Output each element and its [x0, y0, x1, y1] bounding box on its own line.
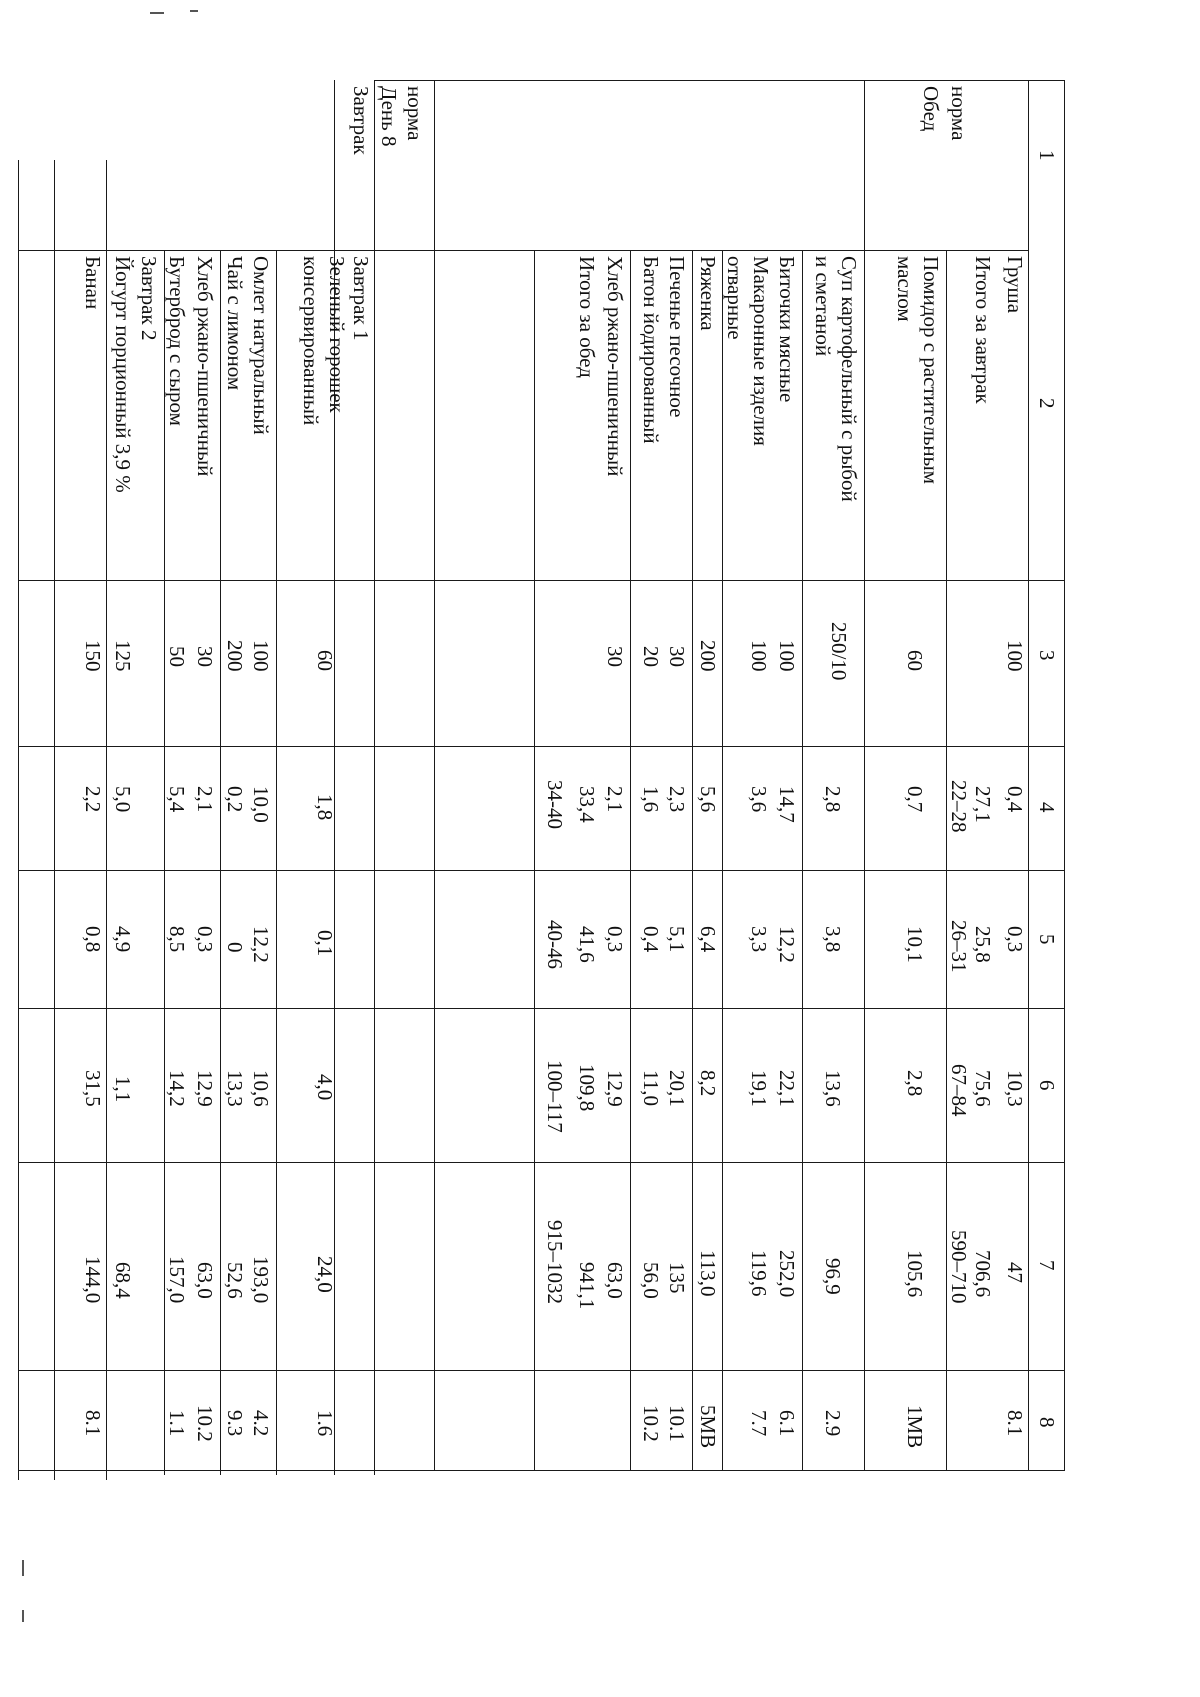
dish-name: Чай с лимоном [223, 256, 247, 391]
dish-name: Суп картофельный с рыбой [837, 256, 861, 502]
norm-kcal: 590–710 [947, 1230, 971, 1304]
dish-protein: 3,6 [747, 786, 771, 813]
dish-name: Зеленый горошек [325, 256, 349, 413]
dish-name: Хлеб ржано-пшеничный [603, 256, 627, 477]
dish-name: Биточки мясные [775, 256, 799, 403]
dish-kcal: 105,6 [903, 1250, 927, 1298]
row-sep [220, 250, 221, 1475]
dish-recipe: 9.3 [223, 1410, 247, 1437]
dish-kcal: 52,6 [223, 1262, 247, 1299]
dish-protein: 0,7 [903, 786, 927, 813]
dish-kcal: 24,0 [313, 1256, 337, 1293]
dish-carbs: 20,1 [665, 1070, 689, 1107]
dish-carbs: 11,0 [639, 1070, 663, 1106]
dish-fat: 6,4 [696, 926, 720, 953]
norm-fat: 26–31 [947, 920, 971, 973]
header-col-1: 1 [1035, 150, 1059, 161]
dish-name-cont: консервированный [299, 256, 323, 426]
rotated-nutrition-table [5, 80, 1065, 1680]
dish-fat: 0 [223, 942, 247, 953]
header-col-8: 8 [1035, 1417, 1059, 1428]
total-protein: 27,1 [971, 786, 995, 823]
total-protein: 33,4 [575, 786, 599, 823]
dish-name: Хлеб ржано-пшеничный [193, 256, 217, 477]
dish-recipe: 1.1 [165, 1410, 189, 1437]
dish-kcal: 144,0 [81, 1256, 105, 1304]
dish-carbs: 19,1 [747, 1070, 771, 1107]
subsection-label: Завтрак 2 [137, 256, 161, 341]
dish-weight: 125 [111, 640, 135, 672]
dish-name: Йогурт порционный 3,9 % [111, 256, 135, 493]
dish-weight: 20 [639, 646, 663, 667]
total-kcal: 941,1 [575, 1262, 599, 1310]
total-kcal: 706,6 [971, 1250, 995, 1298]
dish-kcal: 47 [1003, 1262, 1027, 1283]
dish-fat: 8,5 [165, 926, 189, 953]
dish-kcal: 252,0 [775, 1250, 799, 1298]
dish-weight: 30 [603, 646, 627, 667]
header-col-2: 2 [1035, 398, 1059, 409]
row-sep [434, 80, 435, 1470]
dish-protein: 5,4 [165, 786, 189, 813]
dish-fat: 10,1 [903, 926, 927, 963]
dish-carbs: 13,6 [821, 1070, 845, 1107]
row-sep [54, 160, 55, 1480]
dish-name: Ряженка [696, 256, 720, 331]
dish-recipe: 2.9 [821, 1410, 845, 1437]
scan-speck [150, 12, 164, 14]
col-line-fat [19, 1008, 1065, 1009]
total-carbs: 75,6 [971, 1070, 995, 1107]
dish-weight: 200 [696, 640, 720, 672]
row-sep [692, 250, 693, 1470]
dish-recipe: 10.2 [193, 1405, 217, 1442]
dish-kcal: 96,9 [821, 1258, 845, 1295]
header-col-6: 6 [1035, 1080, 1059, 1091]
dish-weight: 100 [747, 640, 771, 672]
dish-kcal: 157,0 [165, 1256, 189, 1304]
dish-carbs: 10,6 [249, 1070, 273, 1107]
dish-weight: 100 [1003, 640, 1027, 672]
col-line-dish [19, 580, 1065, 581]
header-col-4: 4 [1035, 802, 1059, 813]
dish-fat: 0,3 [193, 926, 217, 953]
col-line-kcal [19, 1370, 1065, 1371]
dish-recipe: 5МВ [696, 1405, 720, 1449]
row-sep [864, 80, 865, 1470]
row-sep [276, 250, 277, 1475]
dish-recipe: 6.1 [775, 1410, 799, 1437]
dish-protein: 1,8 [313, 794, 337, 821]
dish-kcal: 68,4 [111, 1262, 135, 1299]
dish-protein: 10,0 [249, 786, 273, 823]
dish-name: Бутерброд с сыром [165, 256, 189, 426]
norm-kcal: 915–1032 [543, 1220, 567, 1304]
day-label: День 8 [377, 86, 401, 147]
dish-fat: 0,3 [603, 926, 627, 953]
meal-label-breakfast: Завтрак [349, 86, 373, 155]
dish-weight: 30 [665, 646, 689, 667]
dish-name-cont: маслом [893, 256, 917, 322]
dish-recipe: 8.1 [1003, 1410, 1027, 1437]
dish-weight: 200 [223, 640, 247, 672]
dish-kcal: 63,0 [193, 1262, 217, 1299]
dish-fat: 0,1 [313, 930, 337, 957]
dish-protein: 2,1 [193, 786, 217, 813]
dish-weight: 100 [249, 640, 273, 672]
dish-name-cont: и сметаной [811, 256, 835, 357]
dish-weight: 250/10 [827, 622, 851, 681]
col-line-meal [19, 250, 1029, 251]
col-line-left [375, 80, 1065, 81]
dish-weight: 150 [81, 640, 105, 672]
dish-protein: 2,8 [821, 786, 845, 813]
row-sep [106, 160, 107, 1480]
dish-protein: 2,3 [665, 786, 689, 813]
col-line-weight [19, 746, 1065, 747]
total-fat: 25,8 [971, 926, 995, 963]
dish-recipe: 7.7 [747, 1410, 771, 1437]
header-bottom-border [1028, 80, 1029, 1470]
row-sep [534, 250, 535, 1470]
dish-name: Груша [1003, 256, 1027, 314]
dish-fat: 5,1 [665, 926, 689, 953]
header-col-7: 7 [1035, 1260, 1059, 1271]
row-sep [374, 80, 375, 1475]
total-label: Итого за завтрак [971, 256, 995, 404]
meal-label-lunch: Обед [919, 86, 943, 132]
dish-carbs: 13,3 [223, 1070, 247, 1107]
dish-carbs: 12,9 [193, 1070, 217, 1107]
col-line-protein [19, 870, 1065, 871]
dish-kcal: 119,6 [747, 1250, 771, 1297]
dish-recipe: 8.1 [81, 1410, 105, 1437]
dish-kcal: 135 [665, 1262, 689, 1294]
dish-protein: 1,6 [639, 786, 663, 813]
dish-fat: 0,3 [1003, 926, 1027, 953]
dish-name: Батон йодированный [639, 256, 663, 444]
norm-protein: 34-40 [543, 780, 567, 829]
norm-label: норма [947, 86, 971, 141]
dish-kcal: 63,0 [603, 1262, 627, 1299]
col-line-carbs [19, 1162, 1065, 1163]
dish-recipe: 10.2 [639, 1405, 663, 1442]
norm-label: норма [403, 86, 427, 141]
dish-protein: 14,7 [775, 786, 799, 823]
dish-carbs: 14,2 [165, 1070, 189, 1107]
dish-protein: 0,2 [223, 786, 247, 813]
row-sep [802, 250, 803, 1470]
subsection-label: Завтрак 1 [349, 256, 373, 341]
scan-speck [22, 1560, 24, 1576]
dish-carbs: 1,1 [111, 1076, 135, 1103]
scan-speck [190, 10, 198, 12]
dish-carbs: 10,3 [1003, 1070, 1027, 1107]
dish-protein: 2,1 [603, 786, 627, 813]
total-label: Итого за обед [575, 256, 599, 378]
dish-weight: 60 [903, 650, 927, 671]
dish-kcal: 56,0 [639, 1262, 663, 1299]
dish-carbs: 22,1 [775, 1070, 799, 1107]
dish-weight: 30 [193, 646, 217, 667]
header-col-3: 3 [1035, 650, 1059, 661]
dish-fat: 12,2 [249, 926, 273, 963]
dish-kcal: 113,0 [696, 1250, 720, 1297]
dish-recipe: 1МВ [903, 1405, 927, 1449]
dish-recipe: 1.6 [313, 1410, 337, 1437]
dish-name: Макаронные изделия [749, 256, 773, 446]
dish-fat: 0,4 [639, 926, 663, 953]
dish-name-cont: отварные [723, 256, 747, 340]
row-sep [722, 250, 723, 1470]
dish-weight: 50 [165, 646, 189, 667]
table-bottom-border [18, 160, 19, 1480]
header-col-5: 5 [1035, 934, 1059, 945]
total-carbs: 109,8 [575, 1064, 599, 1112]
dish-protein: 5,0 [111, 786, 135, 813]
dish-fat: 0,8 [81, 926, 105, 953]
norm-fat: 40-46 [543, 920, 567, 969]
row-sep [630, 250, 631, 1470]
dish-fat: 4,9 [111, 926, 135, 953]
dish-name: Печенье песочное [665, 256, 689, 418]
dish-name: Помидор с растительным [919, 256, 943, 485]
dish-fat: 3,8 [821, 926, 845, 953]
dish-recipe: 4.2 [249, 1410, 273, 1437]
dish-kcal: 193,0 [249, 1256, 273, 1304]
dish-name: Омлет натуральный [249, 256, 273, 435]
dish-carbs: 8,2 [696, 1070, 720, 1097]
norm-carbs: 67–84 [947, 1064, 971, 1117]
scan-speck [22, 1610, 24, 1622]
dish-weight: 100 [775, 640, 799, 672]
dish-recipe: 10.1 [665, 1405, 689, 1442]
dish-protein: 5,6 [696, 786, 720, 813]
table-top-border [1064, 80, 1065, 1470]
dish-carbs: 12,9 [603, 1070, 627, 1107]
norm-carbs: 100–117 [543, 1060, 567, 1133]
dish-fat: 3,3 [747, 926, 771, 953]
dish-weight: 60 [313, 650, 337, 671]
norm-protein: 22–28 [947, 780, 971, 833]
dish-carbs: 4,0 [313, 1074, 337, 1101]
dish-fat: 12,2 [775, 926, 799, 963]
dish-carbs: 31,5 [81, 1070, 105, 1107]
dish-name: Банан [81, 256, 105, 310]
col-line-right [19, 1470, 1065, 1471]
dish-protein: 2,2 [81, 786, 105, 813]
dish-carbs: 2,8 [903, 1070, 927, 1097]
dish-protein: 0,4 [1003, 786, 1027, 813]
total-fat: 41,6 [575, 926, 599, 963]
